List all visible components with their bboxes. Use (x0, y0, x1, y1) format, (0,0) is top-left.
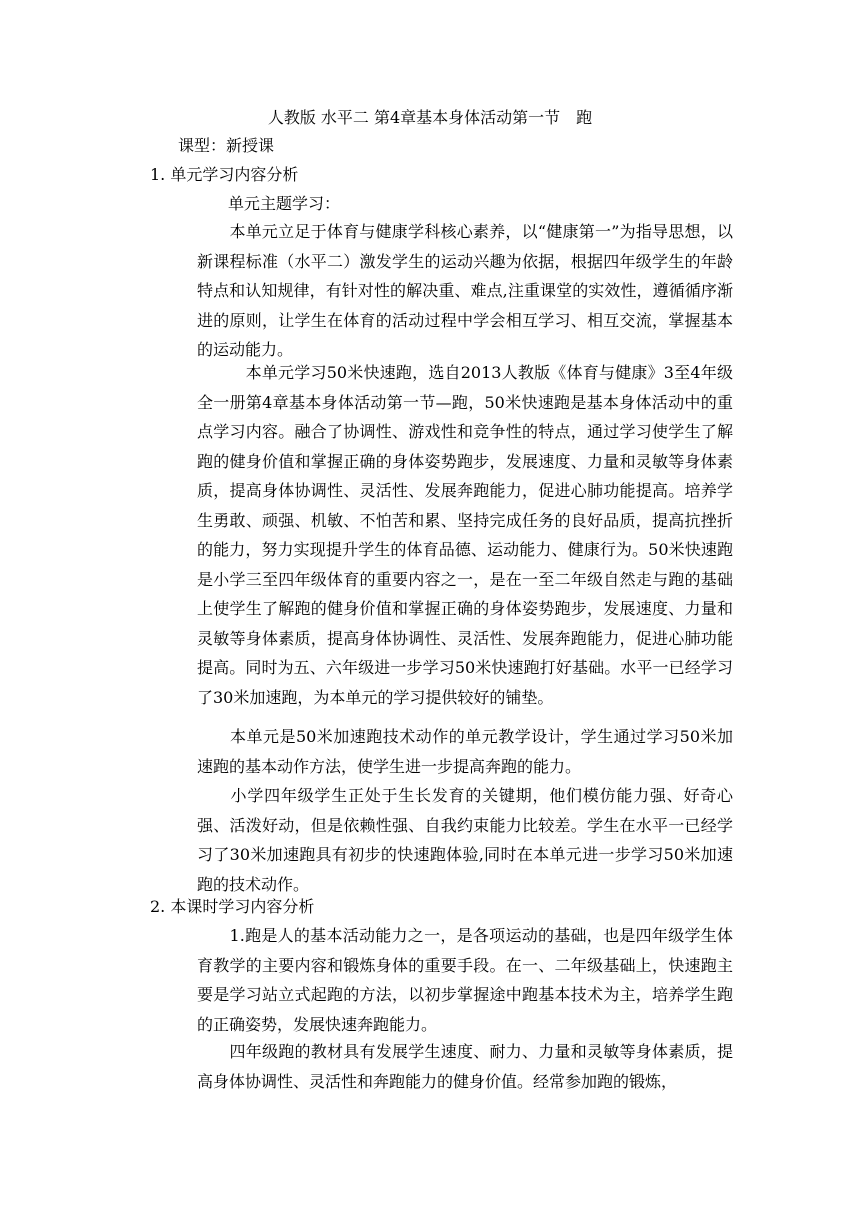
paragraph-unit-content: 本单元学习50米快速跑，选自2013人教版《体育与健康》3至4年级全一册第4章基本身体活动第一节—跑，50米快速跑是基本身体活动中的重点学习内容。融合了协调性、游戏性和竞争性的特点，通过学习使学生了解跑的健身价值和掌握正确的身体姿势跑步，发展速度、力量和灵敏等身体素质，提高身体协调性、灵活性、发展奔跑能力，促进心肺功能提高。培养学生勇敢、顽强、机敏、不怕苦和累、坚持完成任务的良好品质，提高抗挫折的能力，努力实现提升学生的体育品德、运动能力、健康行为。50米快速跑是小学三至四年级体育的重要内容之一，是在一至二年级自然走与跑的基础上使学生了解跑的健身价值和掌握正确的身体姿势跑步，发展速度、力量和灵敏等身体素质，提高身体协调性、灵活性、发展奔跑能力，促进心肺功能提高。同时为五、六年级进一步学习50米快速跑打好基础。水平一已经学习了30米加速跑，为本单元的学习提供较好的铺垫。 (197, 363, 733, 707)
paragraph-running-basics: 1.跑是人的基本活动能力之一，是各项运动的基础，也是四年级学生体育教学的主要内容和锻炼身体的重要手段。在一、二年级基础上，快速跑主要是学习站立式起跑的方法，以初步掌握途中跑基本技术为主，培养学生跑的正确姿势，发展快速奔跑能力。 (197, 926, 733, 1034)
paragraph-unit-foundation: 本单元立足于体育与健康学科核心素养，以“健康第一”为指导思想，以新课程标准（水平二）激发学生的运动兴趣为依据，根据四年级学生的年龄特点和认知规律，有针对性的解决重、难点,注重课堂的实效性，遵循循序渐进的原则，让学生在体育的活动过程中学会相互学习、相互交流，掌握基本的运动能力。 (197, 222, 733, 359)
paragraph-student-analysis: 小学四年级学生正处于生长发育的关键期，他们模仿能力强、好奇心强、活泼好动，但是依赖性强、自我约束能力比较差。学生在水平一已经学习了30米加速跑具有初步的快速跑体验,同时在本单元进一步学习50米加速跑的技术动作。 (197, 786, 733, 894)
section-heading-unit-analysis: 1. 单元学习内容分析 (150, 165, 299, 184)
paragraph-running-value: 四年级跑的教材具有发展学生速度、耐力、力量和灵敏等身体素质，提高身体协调性、灵活性和奔跑能力的健身价值。经常参加跑的锻炼， (197, 1042, 733, 1091)
paragraph-unit-design: 本单元是50米加速跑技术动作的单元教学设计，学生通过学习50米加速跑的基本动作方法，使学生进一步提高奔跑的能力。 (197, 727, 733, 776)
lesson-type: 课型：新授课 (178, 136, 275, 155)
document-title: 人教版 水平二 第4章基本身体活动第一节 跑 (267, 108, 593, 127)
section-heading-lesson-analysis: 2. 本课时学习内容分析 (150, 897, 315, 916)
unit-theme-label: 单元主题学习： (228, 194, 341, 213)
